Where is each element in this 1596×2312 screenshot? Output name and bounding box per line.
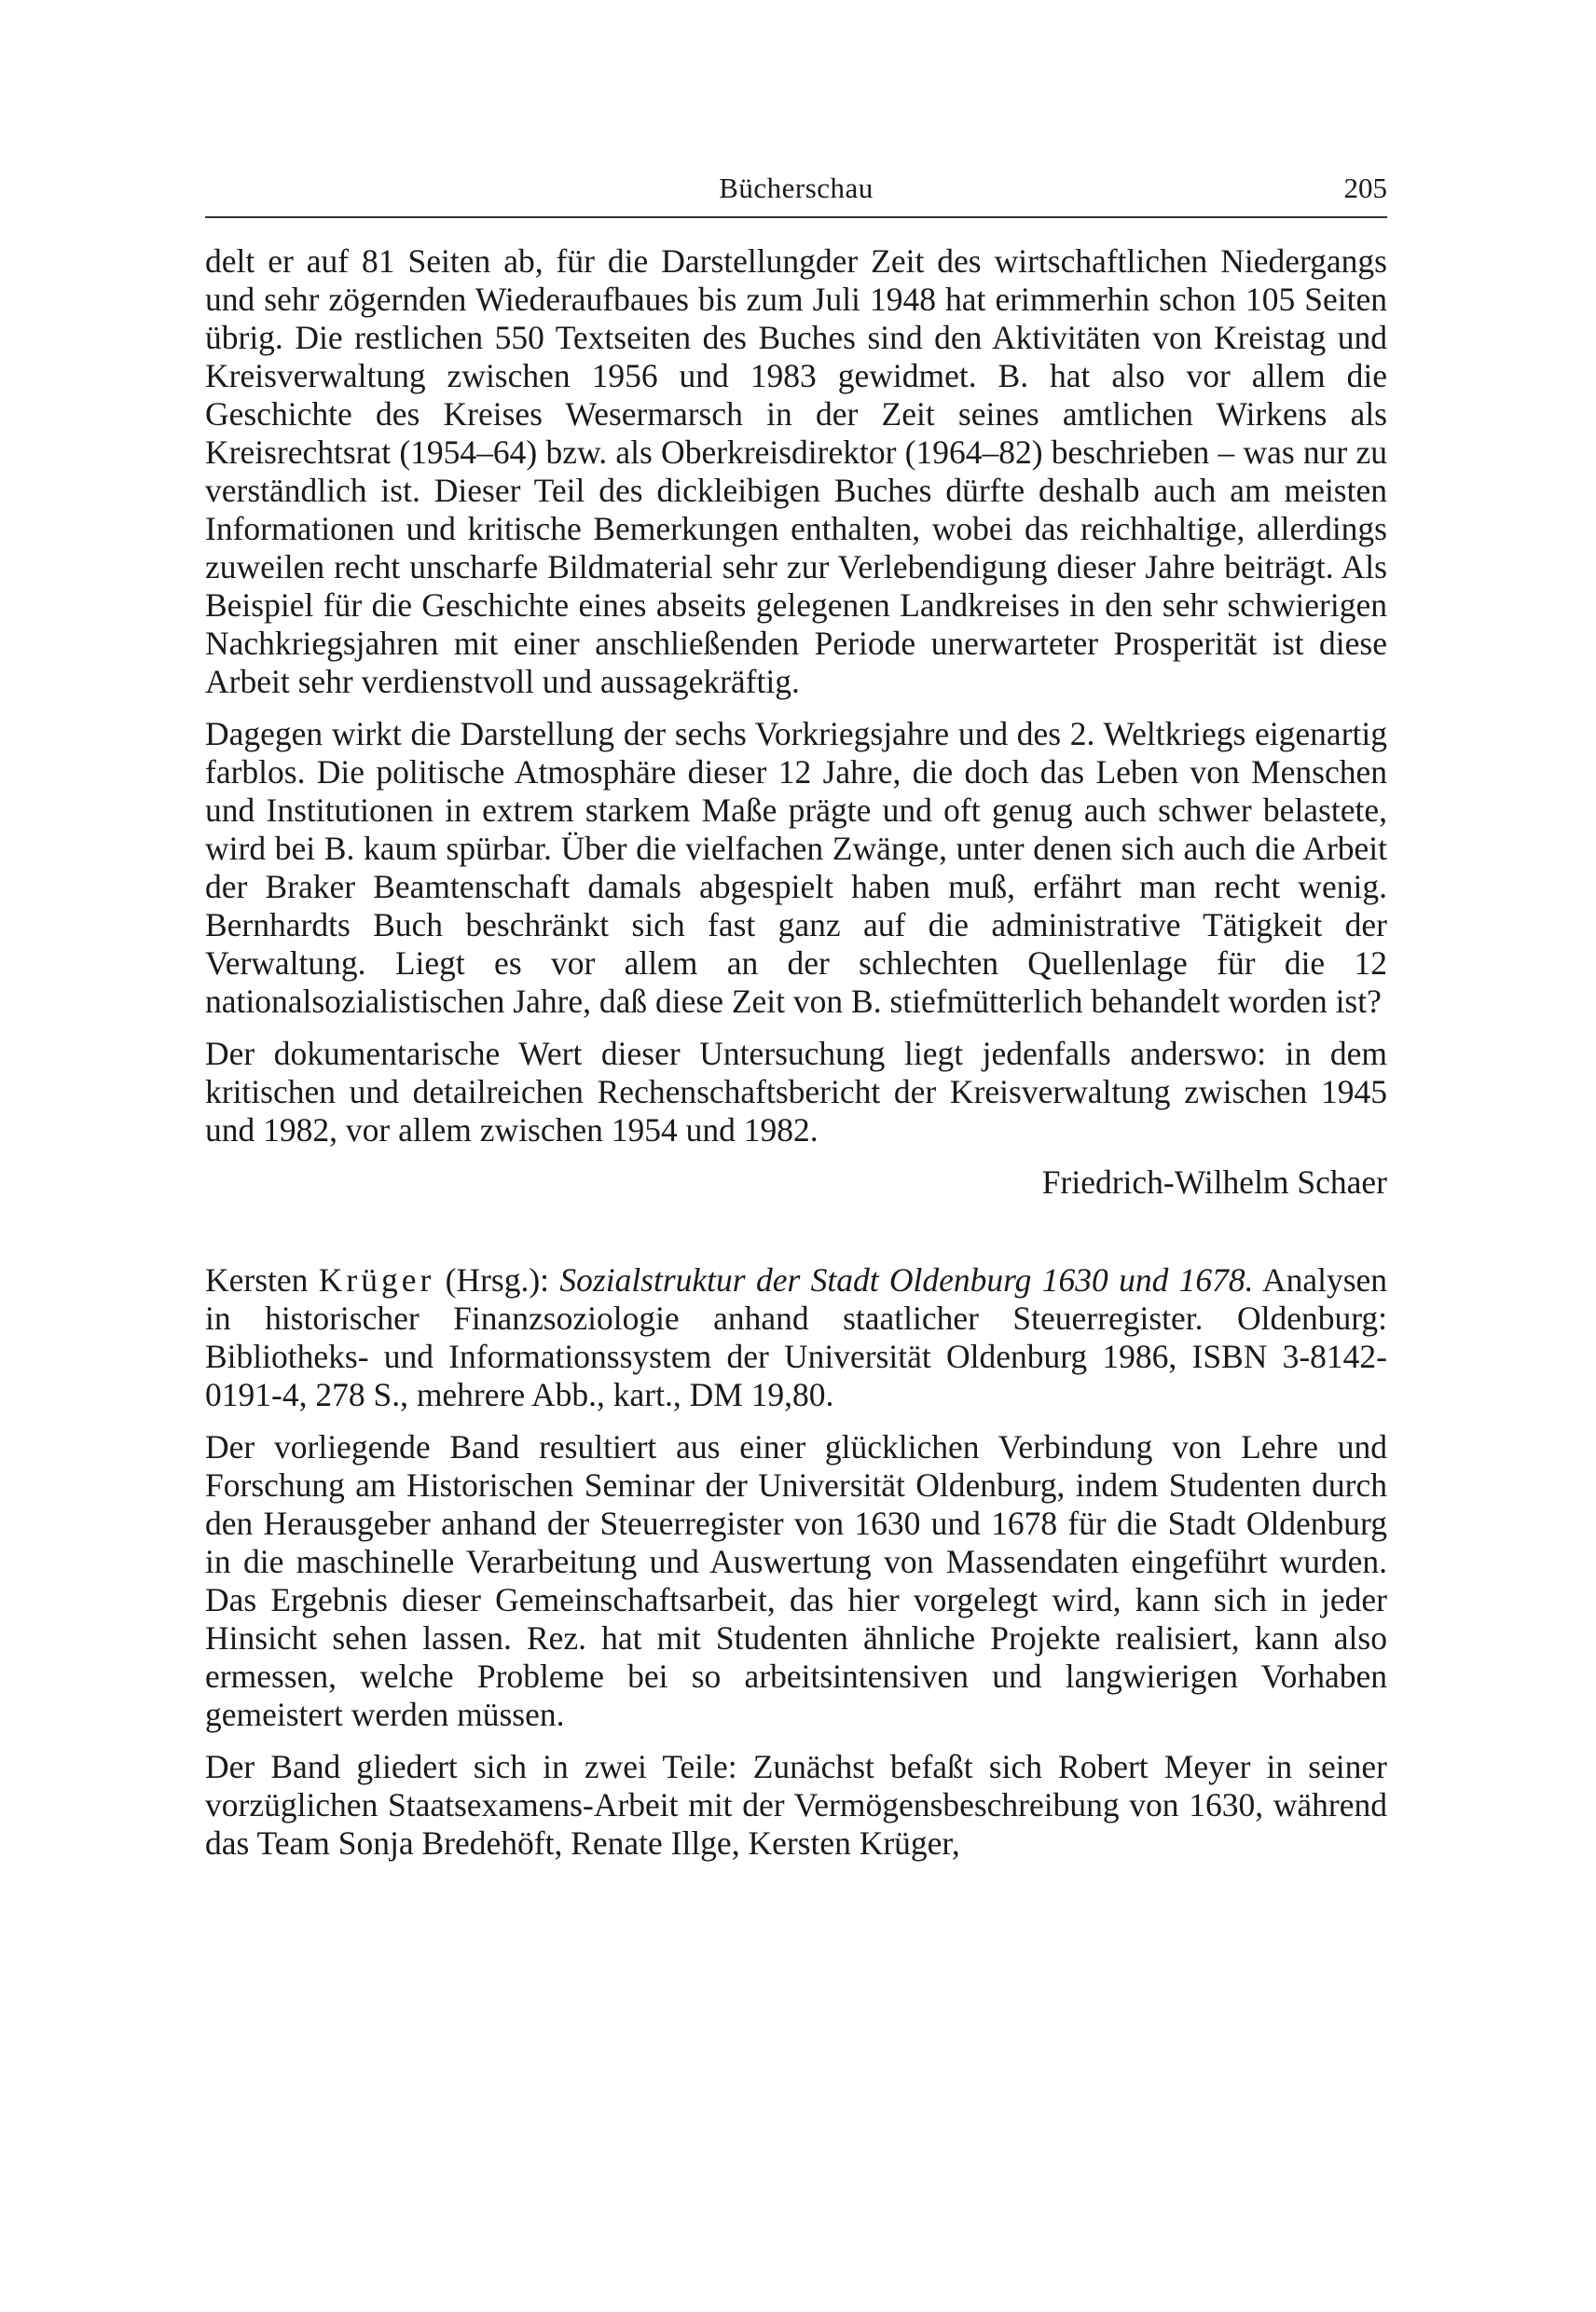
author-last-name: Krüger xyxy=(318,1261,435,1299)
page-number: 205 xyxy=(1343,172,1387,204)
review2-citation xyxy=(205,1261,1387,1414)
review1-paragraph-3: Der dokumentarische Wert dieser Untersuchung liegt jedenfalls anderswo: in dem kritischen und detailreichen Rechenschaftsbericht der Kreisverwaltung zwischen 1945 und 1982, vor allem zwischen 1954 und 1982. xyxy=(205,1035,1387,1149)
citation-details: Analysen in historischer Finanzsoziologie anhand staatlicher Steuerregister. Oldenburg: Bibliotheks- und Informationssystem der Universität Oldenburg 1986, ISBN 3-8142-0191-4, 278 S., mehrere Abb., kart., DM 19,80. xyxy=(205,1261,1388,1413)
book-title: Sozialstruktur der Stadt Oldenburg 1630 und 1678. xyxy=(559,1261,1254,1299)
page-body xyxy=(205,242,1387,1863)
review2-paragraph-1: Der vorliegende Band resultiert aus einer glücklichen Verbindung von Lehre und Forschung am Historischen Seminar der Universität Oldenburg, indem Studenten durch den Herausgeber anhand der Steuerregister von 1630 und 1678 für die Stadt Oldenburg in die maschinelle Verarbeitung und Auswertung von Massendaten eingeführt wurden. Das Ergebnis dieser Gemeinschaftsarbeit, das hier vorgelegt wird, kann sich in jeder Hinsicht sehen lassen. Rez. hat mit Studenten ähnliche Projekte realisiert, kann also ermessen, welche Probleme bei so arbeitsintensiven und langwierigen Vorhaben gemeistert werden müssen. xyxy=(205,1428,1387,1733)
review1-paragraph-2: Dagegen wirkt die Darstellung der sechs Vorkriegsjahre und des 2. Weltkriegs eigenartig farblos. Die politische Atmosphäre dieser 12 Jahre, die doch das Leben von Menschen und Institutionen in extrem starkem Maße prägte und oft genug auch schwer belastete, wird bei B. kaum spürbar. Über die vielfachen Zwänge, unter denen sich auch die Arbeit der Braker Beamtenschaft damals abgespielt haben muß, erfährt man recht wenig. Bernhardts Buch beschränkt sich fast ganz auf die administrative Tätigkeit der Verwaltung. Liegt es vor allem an der schlechten Quellenlage für die 12 nationalsozialistischen Jahre, daß diese Zeit von B. stiefmütterlich behandelt worden ist? xyxy=(205,715,1387,1020)
review2-paragraph-2: Der Band gliedert sich in zwei Teile: Zunächst befaßt sich Robert Meyer in seiner vorzüglichen Staatsexamens-Arbeit mit der Vermögensbeschreibung von 1630, während das Team Sonja Bredehöft, Renate Illge, Kersten Krüger, xyxy=(205,1748,1387,1862)
review1-paragraph-1: delt er auf 81 Seiten ab, für die Darstellungder Zeit des wirtschaftlichen Niedergangs und sehr zögernden Wiederaufbaues bis zum Juli 1948 hat erimmerhin schon 105 Seiten übrig. Die restlichen 550 Textseiten des Buches sind den Aktivitäten von Kreistag und Kreisverwaltung zwischen 1956 und 1983 gewidmet. B. hat also vor allem die Geschichte des Kreises Wesermarsch in der Zeit seines amtlichen Wirkens als Kreisrechtsrat (1954–64) bzw. als Oberkreisdirektor (1964–82) beschrieben – was nur zu verständlich ist. Dieser Teil des dickleibigen Buches dürfte deshalb auch am meisten Informationen und kritische Bemerkungen enthalten, wobei das reichhaltige, allerdings zuweilen recht unscharfe Bildmaterial sehr zur Verlebendigung dieser Jahre beiträgt. Als Beispiel für die Geschichte eines abseits gelegenen Landkreises in den sehr schwierigen Nachkriegsjahren mit einer anschließenden Periode unerwarteter Prosperität ist diese Arbeit sehr verdienstvoll und aussagekräftig. xyxy=(205,242,1387,700)
review1-signature: Friedrich-Wilhelm Schaer xyxy=(1041,1163,1387,1201)
running-header xyxy=(205,168,1387,218)
review-separator xyxy=(205,1202,1387,1261)
running-title: Bücherschau xyxy=(719,172,874,204)
editor-note: (Hrsg.): xyxy=(445,1261,550,1299)
book-page xyxy=(205,168,1387,1863)
author-first-name: Kersten xyxy=(205,1261,309,1299)
